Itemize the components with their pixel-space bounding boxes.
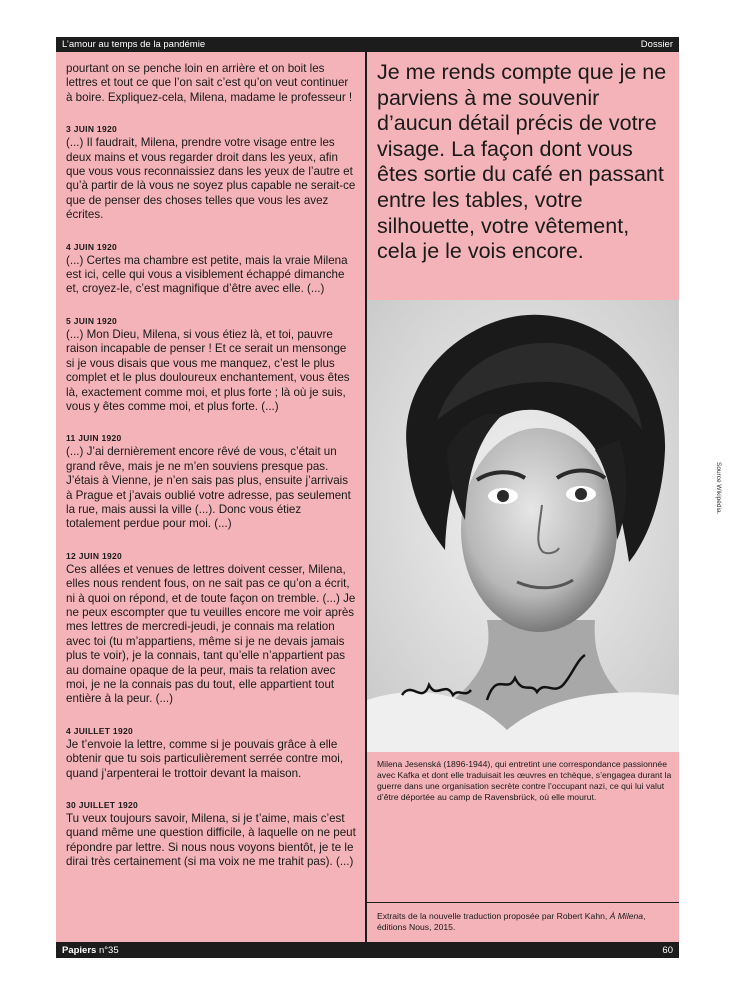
section-title: L’amour au temps de la pandémie (62, 39, 206, 50)
letter-entry (66, 800, 357, 870)
photo-caption: Milena Jesenská (1896-1944), qui entretint une correspondance passionnée avec Kafka et dont elle traduisait les œuvres en tchèque, s’engagea durant la guerre dans une organisation secrète contre l’occupant nazi, ce qui lui valut d’être déportée au camp de Ravensbrück, où elle mourut. (377, 759, 672, 802)
letter-entry (66, 433, 357, 531)
header-bar (56, 37, 679, 52)
letter-date: 12 JUIN 1920 (66, 550, 123, 561)
letter-entry (66, 316, 357, 414)
credit-text: Extraits de la nouvelle traduction proposée par Robert Kahn, (377, 911, 608, 921)
letter-entry (66, 551, 357, 707)
letter-date: 5 JUIN 1920 (66, 315, 118, 326)
issue-number: n°35 (98, 944, 119, 956)
letter-date: 4 JUILLET 1920 (66, 725, 134, 736)
letter-text: Ces allées et venues de lettres doivent cesser, Milena, elles nous rendent fous, on ne sait pas ce qu’on a écrit, ni à quoi on répond, et de toute façon on tremble. (...) Je ne peux escompter que tu veuilles encore me voir après mes lettres de mercredi-jeudi, je connais ma relation avec toi (tu m’appartiens, même si je ne devais jamais plus te voir), je la connais, tant qu’elle n’appartient pas au domaine opaque de la peur, mais ta relation avec moi, je ne la connais pas du tout, elle appartient tout entière à la peur. (...) (66, 562, 356, 706)
letter-text: (...) Certes ma chambre est petite, mais la vraie Milena est ici, celle qui vous a visiblement échappé dimanche et, croyez-le, c’est magnifique d’être avec elle. (...) (66, 253, 348, 296)
letter-text: pourtant on se penche loin en arrière et on boit les lettres et tout ce que l’on sait c’est qu’on veut continuer à boire. Expliquez-cela, Milena, madame le professeur ! (66, 62, 353, 104)
letter-date: 4 JUIN 1920 (66, 241, 118, 252)
letter-date: 30 JUILLET 1920 (66, 800, 139, 811)
letter-date: 3 JUIN 1920 (66, 124, 118, 135)
letter-date: 11 JUIN 1920 (66, 433, 122, 444)
credit-book-title: À Milena (609, 911, 644, 921)
footer-bar (56, 942, 679, 958)
letter-text: (...) Il faudrait, Milena, prendre votre visage entre les deux mains et vous regarder droit dans les yeux, afin que vous vous reconnaissiez dans les yeux de l’autre et qu’à partir de là vous ne soyez plus capable ne serait-ce que de penser des choses telles que vous les avez écrites. (66, 136, 356, 222)
feature-column (367, 52, 679, 942)
credit-publisher: , éditions Nous, 2015. (377, 911, 646, 932)
letter-text: Je t’envoie la lettre, comme si je pouvais grâce à elle obtenir que tu sois particulièrement serrée contre moi, quand j’arpenterai le trottoir devant la maison. (66, 737, 344, 780)
letter-entry (66, 242, 357, 297)
letter-text: (...) Mon Dieu, Milena, si vous étiez là, et toi, pauvre raison incapable de penser ! Et ce serait un mensonge si je vous disais que vous me manquez, c’est le plus complet et le plus douloureux enchantement, vous êtes là, exactement comme moi, et plus forte ; là où je suis, vous y êtes comme moi, et plus forte. (...) (66, 327, 350, 413)
letter-text: Tu veux toujours savoir, Milena, si je t’aime, mais c’est quand même une question difficile, à laquelle on ne peut répondre par lettre. Si nous nous voyons bientôt, je te le dirai très certainement (si ma voix ne me trahit pas). (...) (66, 812, 356, 869)
publication-name: Papiers (62, 944, 97, 956)
pull-quote: Je me rends compte que je ne parviens à me souvenir d’aucun détail précis de votre visage. La façon dont vous êtes sortie du café en passant entre les tables, votre silhouette, votre vêtement, cela je le vois encore. (377, 60, 667, 264)
page-number: 60 (662, 944, 673, 956)
credit-note (367, 902, 679, 942)
letter-entry (66, 726, 357, 781)
footer-publication (62, 945, 119, 956)
letter-text: (...) J’ai dernièrement encore rêvé de vous, c’était un grand rêve, mais je ne m’en souviens presque pas. J’étais à Vienne, je n’en sais pas plus, ensuite j’arrivais à Prague et j’avais oublié votre adresse, pas seulement la rue, mais aussi la ville (...). Donc vous étiez totalement perdue pour moi. (...) (66, 445, 351, 531)
letter-entry (66, 62, 357, 105)
letters-column (56, 52, 365, 942)
letter-entry (66, 124, 357, 222)
portrait-photo (367, 300, 679, 752)
section-label: Dossier (640, 39, 673, 50)
image-source: Source Wikipédia. (715, 462, 722, 515)
